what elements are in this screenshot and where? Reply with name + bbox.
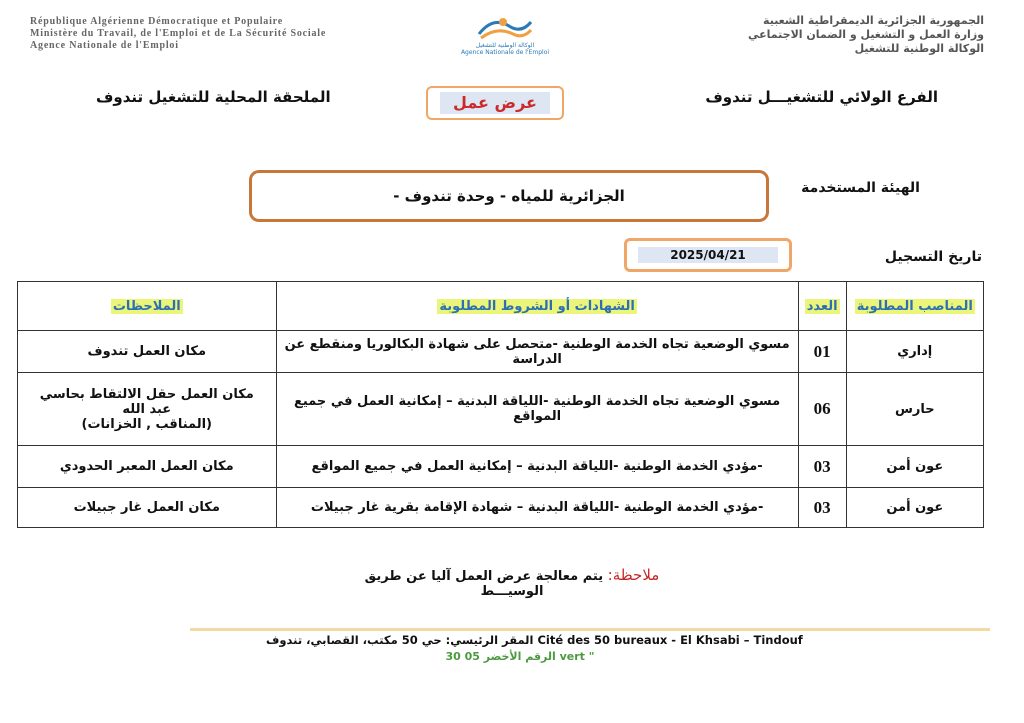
cell-count: 01	[798, 331, 846, 373]
offer-title: عرض عمل	[440, 92, 550, 114]
header-requirements: الشهادات أو الشروط المطلوبة	[276, 282, 798, 331]
table-row	[18, 446, 984, 488]
jobs-table	[17, 281, 984, 528]
cell-count: 06	[798, 373, 846, 446]
registration-date-box	[624, 238, 792, 272]
agency-logo-icon	[473, 14, 537, 42]
header-count: العدد	[798, 282, 846, 331]
cell-position: عون أمن	[846, 488, 983, 528]
header-ar-line-3: الوكالة الوطنية للتشغيل	[854, 42, 984, 55]
cell-notes	[18, 373, 277, 446]
registration-date: 2025/04/21	[638, 247, 778, 263]
logo-text-ar: الوكالة الوطنية للتشغيل	[475, 42, 535, 49]
header-position: المناصب المطلوبة	[846, 282, 983, 331]
note-line: عبد الله	[122, 401, 172, 417]
cell-requirements: -مؤدي الخدمة الوطنية -اللياقة البدنية – إمكانية العمل في جميع المواقع	[276, 446, 798, 488]
offer-title-box	[426, 86, 564, 120]
cell-count: 03	[798, 488, 846, 528]
logo-text-fr: Agence Nationale de l'Emploi	[460, 49, 550, 56]
processing-note	[340, 566, 684, 599]
header-fr-line-3: Agence Nationale de l'Emploi	[30, 40, 179, 51]
note-line: مكان العمل حقل الالتقاط بحاسي	[39, 386, 254, 402]
cell-position: عون أمن	[846, 446, 983, 488]
table-row	[18, 488, 984, 528]
cell-notes	[18, 331, 277, 373]
branch-local: الملحقة المحلية للتشغيل تندوف	[96, 88, 331, 106]
header-fr-line-2: Ministère du Travail, de l'Emploi et de La Sécurité Sociale	[30, 28, 327, 39]
cell-notes	[18, 488, 277, 528]
green-number: الرقم الأخضر 05 30 vert "	[445, 650, 595, 663]
header-arabic	[564, 14, 984, 56]
note-text: يتم معالجة عرض العمل آليا عن طريق الوسيـــط	[364, 569, 604, 599]
employer-value: الجزائرية للمياه - وحدة تندوف -	[249, 170, 769, 222]
cell-requirements: -مؤدي الخدمة الوطنية -اللياقة البدنية – شهادة الإقامة بقرية غار جبيلات	[276, 488, 798, 528]
note-line: (المناقب , الخزانات)	[81, 416, 212, 432]
address-fr: Cité des 50 bureaux - El Khsabi – Tindouf	[537, 633, 803, 647]
footer-address	[266, 633, 803, 647]
header-french	[30, 16, 430, 52]
cell-count: 03	[798, 446, 846, 488]
note-line: مكان العمل المعبر الحدودي	[59, 459, 234, 474]
note-line: مكان العمل غار جبيلات	[73, 500, 220, 515]
note-label: ملاحظة:	[607, 566, 660, 584]
header-notes: الملاحظات	[18, 282, 277, 331]
header-fr-line-1: République Algérienne Démocratique et Populaire	[30, 16, 283, 27]
note-line: مكان العمل تندوف	[87, 344, 207, 359]
table-row	[18, 331, 984, 373]
registration-label: تاريخ التسجيل	[884, 249, 982, 265]
employer-label: الهيئة المستخدمة	[801, 180, 920, 196]
cell-position: إداري	[846, 331, 983, 373]
header-ar-line-2: وزارة العمل و التشغيل و الضمان الاجتماعي	[748, 28, 984, 41]
cell-notes	[18, 446, 277, 488]
branch-wilaya: الفرع الولائي للتشغيـــل تندوف	[705, 88, 938, 106]
table-row	[18, 373, 984, 446]
header-ar-line-1: الجمهورية الجزائرية الديمقراطية الشعبية	[763, 14, 984, 27]
footer-divider	[190, 628, 990, 631]
cell-requirements: مسوي الوضعية تجاه الخدمة الوطنية -متحصل على شهادة البكالوريا ومنقطع عن الدراسة	[276, 331, 798, 373]
table-header-row	[18, 282, 984, 331]
address-ar: المقر الرئيسي: حي 50 مكتب، القصابي، تندوف	[266, 633, 534, 647]
agency-logo	[440, 14, 570, 60]
cell-position: حارس	[846, 373, 983, 446]
cell-requirements: مسوي الوضعية تجاه الخدمة الوطنية -اللياقة البدنية – إمكانية العمل في جميع المواقع	[276, 373, 798, 446]
